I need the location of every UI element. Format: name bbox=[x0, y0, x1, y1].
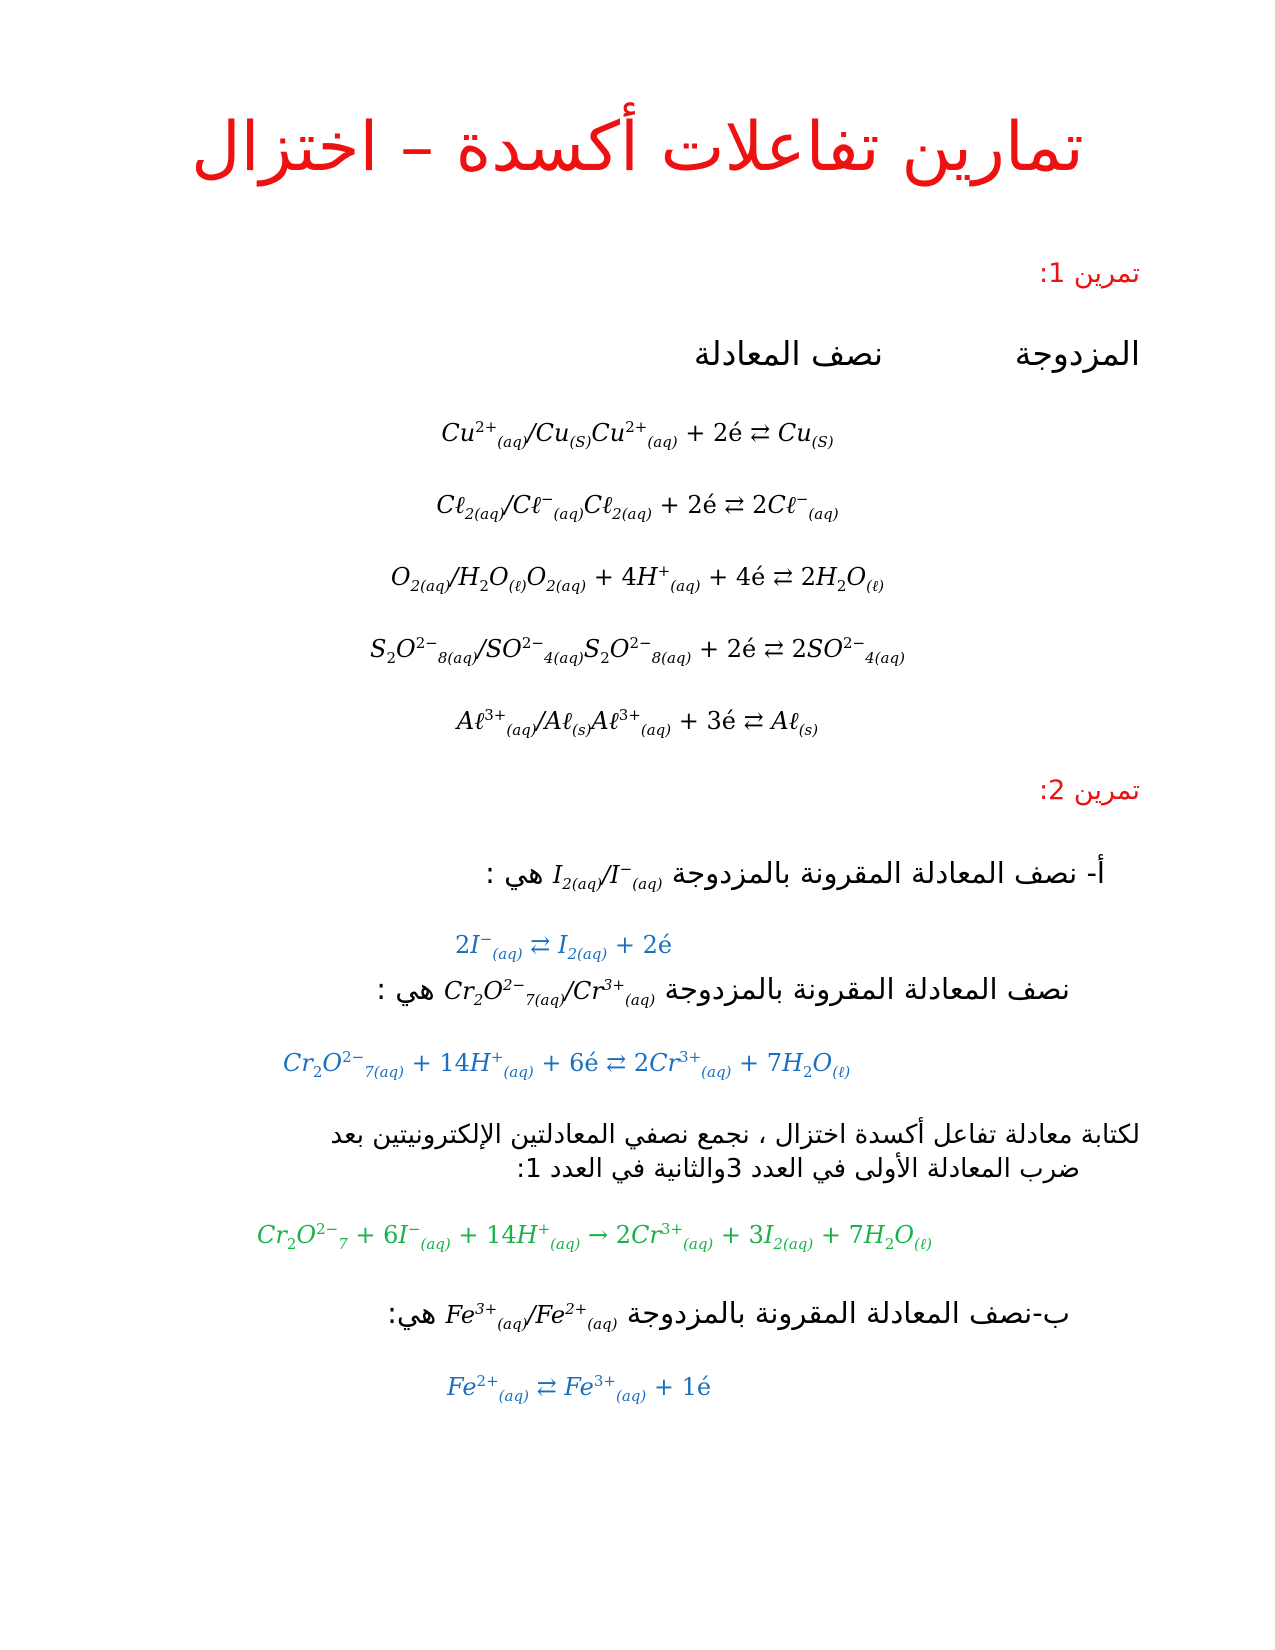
equation-chlorine: Cℓ$_{2(aq)}$/Cℓ−$_{(aq)}$Cℓ$_{2(aq)}$ + 2é ⇄ 2Cℓ−$_{(aq)}$ bbox=[436, 490, 839, 523]
half-equation-label: نصف المعادلة المقرونة بالمزدوجة bbox=[664, 972, 1070, 1006]
equation-oxygen: $O_{2(aq)}/H_2O_{(\ell)}O_{2(aq)} + 4H^+_{(aq)}$ + 4é ⇄ $2H_2O_{(\ell)}$ bbox=[390, 562, 885, 595]
chromium-statement bbox=[376, 972, 1070, 1009]
equation-iron: $Fe^{2+}_{(aq)}$ ⇄ $Fe^{3+}_{(aq)}$ + 1é bbox=[447, 1372, 712, 1405]
column-header-half-equation: نصف المعادلة bbox=[693, 334, 883, 373]
couple-iron: $Fe^{3+}_{(aq)}/Fe^{2+}_{(aq)}$ bbox=[445, 1300, 618, 1333]
equation-overall: $Cr_2O^{2-}_7 + 6I^-_{(aq)} + 14H^+_{(aq)} \to 2Cr^{3+}_{(aq)} + 3I_{2(aq)} + 7H_2O_{(\ell)}$ bbox=[257, 1220, 932, 1253]
equation-aluminium: Aℓ$^{3+}_{(aq)}$/Aℓ$_{(s)}$Aℓ$^{3+}_{(aq)}$ + 3é ⇄ Aℓ$_{(s)}$ bbox=[456, 706, 819, 739]
couple-chromium: $Cr_2O^{2-}_{7(aq)}/Cr^{3+}_{(aq)}$ bbox=[443, 976, 656, 1009]
paragraph-line-2: ضرب المعادلة الأولى في العدد 3والثانية في العدد 1: bbox=[516, 1154, 1080, 1184]
part-b-statement bbox=[387, 1296, 1070, 1333]
equation-persulfate: $S_2O^{2-}_{8(aq)}/SO^{2-}_{4(aq)}S_2O^{2-}_{8(aq)}$ + 2é ⇄ $2SO^{2-}_{4(aq)}$ bbox=[370, 634, 905, 667]
equation-iodine: $2I^-_{(aq)}$ ⇄ $I_{2(aq)}$ + 2é bbox=[455, 930, 673, 963]
paragraph-line-1: لكتابة معادلة تفاعل أكسدة اختزال ، نجمع نصفي المعادلتين الإلكترونيتين بعد bbox=[330, 1120, 1140, 1150]
part-a-statement bbox=[485, 856, 1105, 893]
couple-iodine: $I_{2(aq)}/I^-_{(aq)}$ bbox=[552, 860, 663, 893]
page-title: تمارين تفاعلات أكسدة – اختزال bbox=[191, 108, 1084, 187]
is-word-a: هي : bbox=[485, 856, 544, 890]
exercise-1-heading: تمرين 1: bbox=[1039, 258, 1140, 289]
part-b-label: ب-نصف المعادلة المقرونة بالمزدوجة bbox=[626, 1296, 1070, 1330]
equation-copper: $Cu^{2+}_{(aq)}/Cu_{(S)}Cu^{2+}_{(aq)}$ + 2é ⇄ $Cu_{(S)}$ bbox=[441, 418, 834, 451]
part-a-label: أ- نصف المعادلة المقرونة بالمزدوجة bbox=[671, 856, 1105, 890]
is-word-b: هي: bbox=[387, 1296, 437, 1330]
explanation-paragraph bbox=[220, 1118, 1140, 1186]
column-header-couple: المزدوجة bbox=[1014, 334, 1140, 373]
equation-chromium: $Cr_2O^{2-}_{7(aq)} + 14H^+_{(aq)}$ + 6é ⇄ $2Cr^{3+}_{(aq)} + 7H_2O_{(\ell)}$ bbox=[283, 1048, 851, 1081]
is-word-chromium: هي : bbox=[376, 972, 435, 1006]
exercise-2-heading: تمرين 2: bbox=[1039, 775, 1140, 806]
